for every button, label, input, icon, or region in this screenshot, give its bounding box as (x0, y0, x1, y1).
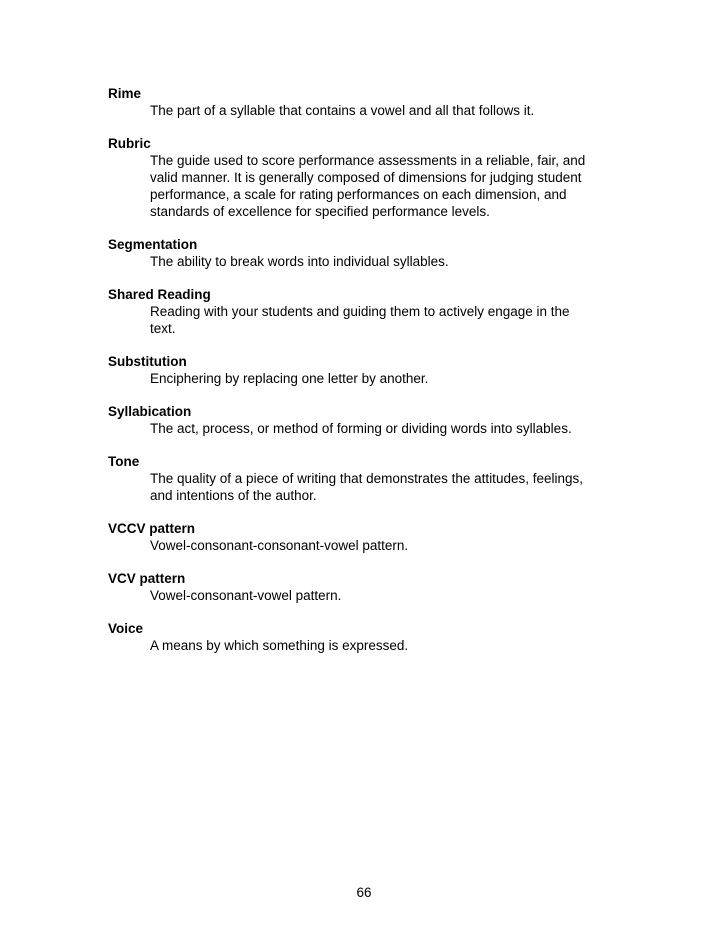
glossary-term: VCV pattern (108, 571, 186, 586)
glossary-entry-vccv-pattern (108, 520, 628, 554)
definition-line: Vowel-consonant-consonant-vowel pattern. (150, 538, 409, 553)
glossary-definition (150, 537, 628, 554)
glossary-entry-tone (108, 453, 628, 504)
glossary-definition (150, 637, 628, 654)
glossary-term: Shared Reading (108, 287, 211, 302)
glossary-term: Voice (108, 621, 144, 636)
definition-line: valid manner. It is generally composed of dimensions for judging student (150, 170, 582, 185)
glossary-entry-vcv-pattern (108, 570, 628, 604)
glossary-list (108, 85, 628, 670)
glossary-term: VCCV pattern (108, 521, 196, 536)
definition-line: standards of excellence for specified performance levels. (150, 204, 490, 219)
definition-line: performance, a scale for rating performances on each dimension, and (150, 187, 567, 202)
glossary-entry-segmentation (108, 236, 628, 270)
definition-line: text. (150, 321, 176, 336)
glossary-entry-voice (108, 620, 628, 654)
definition-line: and intentions of the author. (150, 488, 317, 503)
glossary-definition (150, 587, 628, 604)
glossary-definition (150, 420, 628, 437)
definition-line: Vowel-consonant-vowel pattern. (150, 588, 342, 603)
definition-line: Reading with your students and guiding them to actively engage in the (150, 304, 570, 319)
definition-line: Enciphering by replacing one letter by another. (150, 371, 429, 386)
glossary-term: Substitution (108, 354, 187, 369)
glossary-definition (150, 253, 628, 270)
glossary-entry-shared-reading (108, 286, 628, 337)
glossary-definition (150, 370, 628, 387)
glossary-definition (150, 152, 628, 220)
definition-line: The ability to break words into individual syllables. (150, 254, 449, 269)
glossary-entry-substitution (108, 353, 628, 387)
definition-line: The quality of a piece of writing that demonstrates the attitudes, feelings, (150, 471, 583, 486)
glossary-entry-rime (108, 85, 628, 119)
glossary-term: Tone (108, 454, 140, 469)
glossary-entry-syllabication (108, 403, 628, 437)
definition-line: The part of a syllable that contains a vowel and all that follows it. (150, 103, 535, 118)
definition-line: The act, process, or method of forming or dividing words into syllables. (150, 421, 572, 436)
glossary-definition (150, 102, 628, 119)
definition-line: A means by which something is expressed. (150, 638, 409, 653)
page-number: 66 (356, 885, 372, 900)
glossary-term: Rubric (108, 136, 151, 151)
glossary-term: Syllabication (108, 404, 192, 419)
definition-line: The guide used to score performance assessments in a reliable, fair, and (150, 153, 586, 168)
glossary-term: Segmentation (108, 237, 198, 252)
glossary-definition (150, 303, 628, 337)
glossary-term: Rime (108, 86, 142, 101)
glossary-definition (150, 470, 628, 504)
glossary-entry-rubric (108, 135, 628, 220)
